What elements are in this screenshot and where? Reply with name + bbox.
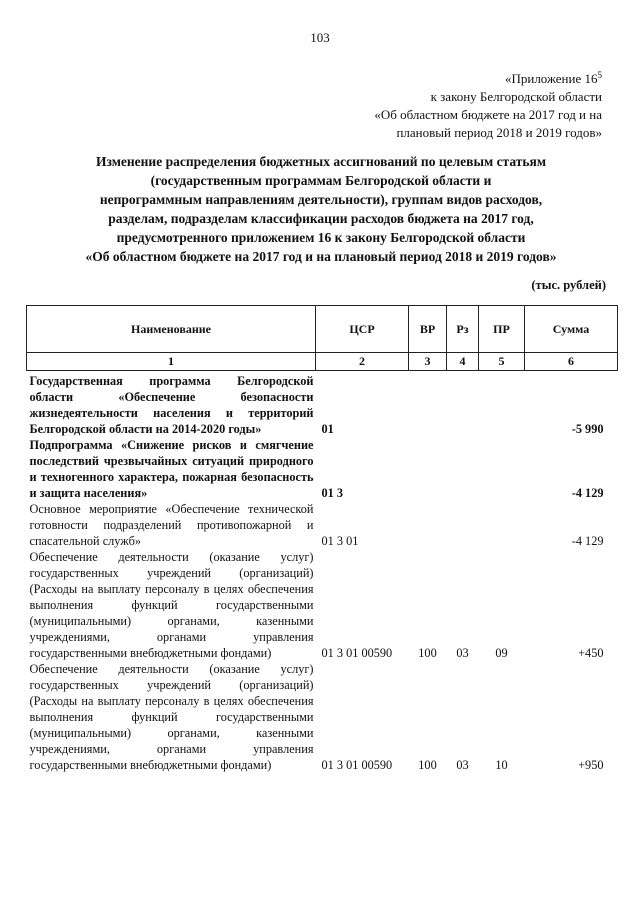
- row-csr: 01 3: [321, 486, 344, 500]
- column-number: 1: [27, 353, 316, 371]
- row-vr: [409, 501, 447, 549]
- budget-table: [26, 305, 618, 773]
- row-csr: 01 3 01 00590: [321, 646, 393, 660]
- row-csr: 01 3 01: [321, 534, 359, 548]
- row-sum: +450: [578, 646, 604, 660]
- column-number: 2: [316, 353, 409, 371]
- table-row: [27, 549, 618, 661]
- row-rz: [447, 501, 479, 549]
- table-row: [27, 661, 618, 773]
- row-rz: [447, 371, 479, 438]
- budget-table-container: [26, 305, 617, 773]
- title-line-1: Изменение распределения бюджетных ассигнований по целевым статьям: [95, 154, 547, 169]
- row-vr: 100: [418, 758, 437, 772]
- header-csr: ЦСР: [316, 306, 409, 353]
- row-pr: [479, 501, 525, 549]
- row-vr: 100: [418, 646, 437, 660]
- row-name: Обеспечение деятельности (оказание услуг) государственных учреждений (организаций) (Расходы на выплату персоналу в целях обеспечения выполнения функций государственными (муниципальными) органами, казенными учреждениями, органами управления государственными внебюджетными фондами): [29, 550, 314, 660]
- appendix-line-1: «Приложение $16^5$: [504, 70, 602, 86]
- appendix-line-3: «Об областном бюджете на 2017 год и на: [374, 107, 602, 122]
- row-name: Государственная программа Белгородской области «Обеспечение безопасности жизнедеятельности населения и территорий Белгородской области на 2014-2020 годы»: [29, 374, 314, 436]
- page-number: 103: [310, 30, 330, 45]
- title-line-2: (государственным программам Белгородской области и: [150, 173, 492, 188]
- row-csr: 01 3 01 00590: [321, 758, 393, 772]
- appendix-header: [242, 70, 602, 142]
- row-sum: -4 129: [571, 486, 604, 500]
- header-vr: ВР: [409, 306, 447, 353]
- row-pr: [479, 371, 525, 438]
- appendix-superscript: 5: [597, 70, 602, 80]
- header-pr: ПР: [479, 306, 525, 353]
- column-number: 4: [447, 353, 479, 371]
- appendix-line-4: плановый период 2018 и 2019 годов»: [396, 125, 602, 140]
- row-rz: [447, 437, 479, 501]
- title-line-3: непрограммным направлениям деятельности), группам видов расходов,: [99, 192, 543, 207]
- header-rz: Рз: [447, 306, 479, 353]
- row-pr: [479, 437, 525, 501]
- table-row: [27, 437, 618, 501]
- row-sum: -5 990: [571, 422, 604, 436]
- appendix-line-2: к закону Белгородской области: [430, 89, 602, 104]
- table-row: [27, 371, 618, 438]
- column-number: 5: [479, 353, 525, 371]
- row-name: Основное мероприятие «Обеспечение технической готовности подразделений противопожарной и спасательной служб»: [29, 502, 314, 548]
- table-header-row: [27, 306, 618, 353]
- row-sum: +950: [578, 758, 604, 772]
- row-rz: 03: [456, 646, 469, 660]
- row-vr: [409, 371, 447, 438]
- row-rz: 03: [456, 758, 469, 772]
- row-pr: 09: [495, 646, 508, 660]
- header-sum: Сумма: [525, 306, 618, 353]
- row-sum: -4 129: [571, 534, 604, 548]
- row-pr: 10: [495, 758, 508, 772]
- column-number-row: [27, 353, 618, 371]
- column-number: 6: [525, 353, 618, 371]
- row-name: Обеспечение деятельности (оказание услуг) государственных учреждений (организаций) (Расходы на выплату персоналу в целях обеспечения выполнения функций государственными (муниципальными) органами, казенными учреждениями, органами управления государственными внебюджетными фондами): [29, 662, 314, 772]
- table-row: [27, 501, 618, 549]
- row-name: Подпрограмма «Снижение рисков и смягчение последствий чрезвычайных ситуаций природного и техногенного характера, пожарная безопасность и защита населения»: [29, 438, 314, 500]
- units-label: (тыс. рублей): [531, 278, 606, 292]
- title-line-5: предусмотренного приложением 16 к закону Белгородской области: [116, 230, 526, 245]
- document-title: [26, 152, 616, 266]
- row-vr: [409, 437, 447, 501]
- column-number: 3: [409, 353, 447, 371]
- row-csr: 01: [321, 422, 334, 436]
- title-line-4: разделам, подразделам классификации расходов бюджета на 2017 год,: [108, 211, 534, 226]
- header-name: Наименование: [27, 306, 316, 353]
- title-line-6: «Об областном бюджете на 2017 год и на плановый период 2018 и 2019 годов»: [85, 249, 557, 264]
